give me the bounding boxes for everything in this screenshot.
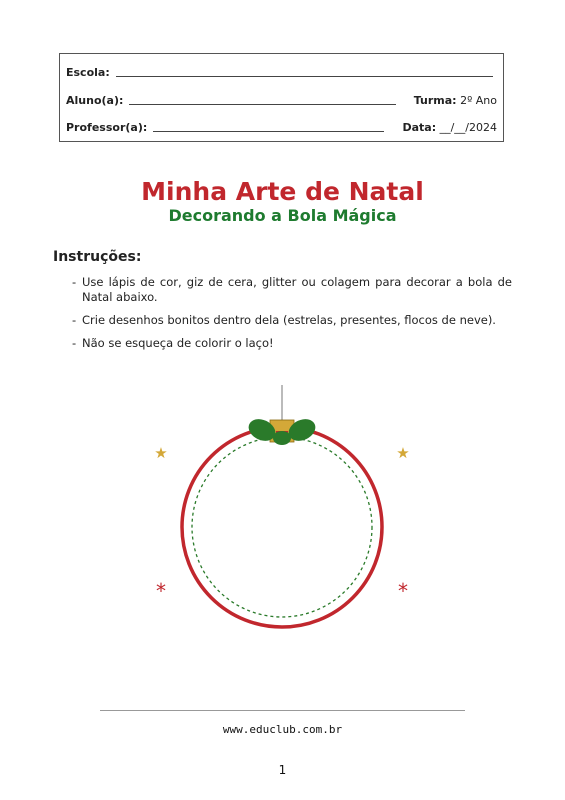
page-subtitle: Decorando a Bola Mágica: [168, 206, 397, 225]
ornament-ball-outline[interactable]: [182, 427, 382, 627]
class-label: Turma:: [413, 94, 457, 107]
class-info: [414, 94, 497, 107]
school-label: Escola:: [66, 66, 110, 79]
star-icon: ★: [154, 444, 168, 462]
school-field[interactable]: [116, 75, 493, 77]
teacher-field[interactable]: [153, 130, 384, 132]
page-number: 1: [278, 763, 287, 777]
snowflake-icon: *: [156, 579, 166, 603]
teacher-row: [66, 120, 497, 134]
student-row: [66, 93, 497, 107]
christmas-ornament[interactable]: [140, 380, 425, 670]
date-label: Data:: [402, 121, 437, 134]
date-info: [402, 121, 497, 134]
teacher-label: Professor(a):: [66, 121, 148, 134]
instruction-item: - Não se esqueça de colorir o laço!: [72, 336, 512, 351]
footer-divider: [100, 710, 465, 711]
instruction-item: - Use lápis de cor, giz de cera, glitter ou colagem para decorar a bola de Natal abaixo.: [72, 275, 512, 305]
student-label: Aluno(a):: [66, 94, 124, 107]
footer-url[interactable]: www.educlub.com.br: [222, 723, 343, 736]
instructions-heading: Instruções:: [53, 249, 142, 265]
date-value: __/__/2024: [439, 121, 497, 134]
page-title: Minha Arte de Natal: [141, 177, 424, 206]
class-value: 2º Ano: [460, 94, 497, 107]
student-info-box: [59, 53, 504, 142]
instructions-list: [72, 275, 512, 359]
school-row: [66, 65, 497, 79]
star-icon: ★: [396, 444, 410, 462]
snowflake-icon: *: [398, 579, 408, 603]
instruction-item: - Crie desenhos bonitos dentro dela (estrelas, presentes, flocos de neve).: [72, 313, 512, 328]
student-field[interactable]: [129, 103, 395, 105]
